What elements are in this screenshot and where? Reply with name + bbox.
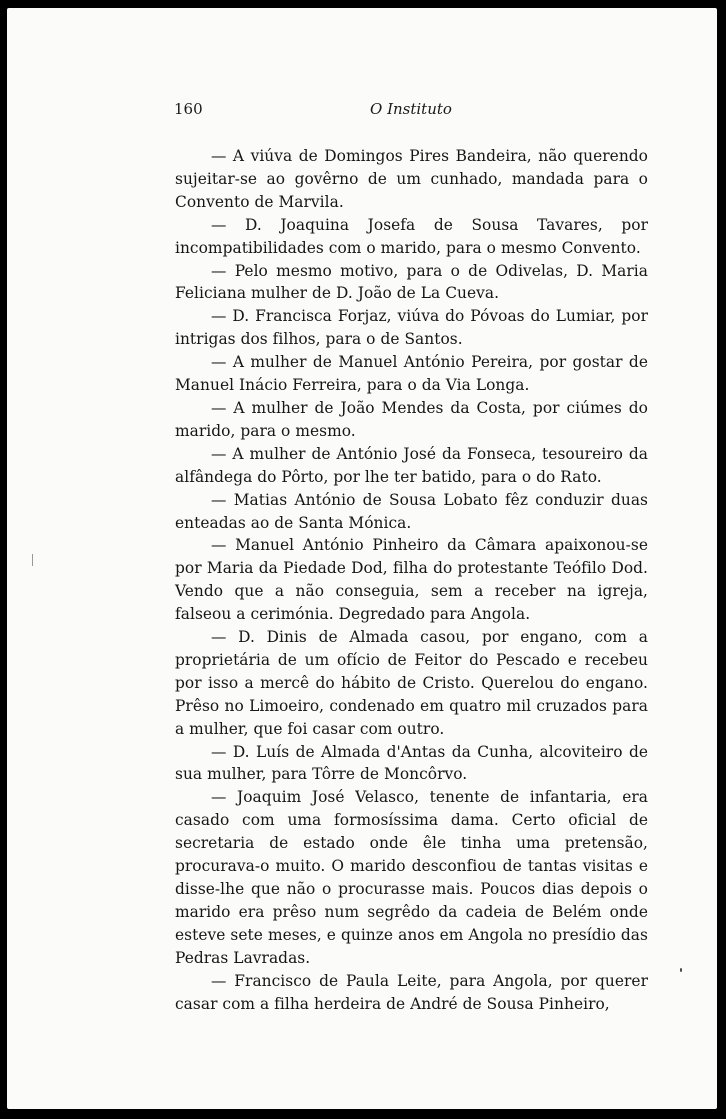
paragraph: — A mulher de João Mendes da Costa, por ciúmes do marido, para o mesmo. — [175, 398, 648, 440]
scan-speck — [32, 554, 33, 566]
scan-speck — [680, 968, 682, 972]
paragraph: — D. Francisca Forjaz, viúva do Póvoas do Lumiar, por intrigas dos filhos, para o de Santos. — [175, 307, 648, 349]
paragraph: — Manuel António Pinheiro da Câmara apaixonou-se por Maria da Piedade Dod, filha do protestante Teófilo Dod. Vendo que a não conseguia, sem a receber na igreja, falseou a cerimónia. Degredado para Angola. — [175, 536, 648, 624]
paragraph: — Joaquim José Velasco, tenente de infantaria, era casado com uma formosíssima dama. Certo oficial de secretaria de estado onde êle tinha uma pretensão, procurava-o muito. O marido desconfiou de tantas visitas e disse-lhe que não o procurasse mais. Poucos dias depois o marido era prêso num segrêdo da cadeia de Belém onde esteve sete meses, e quinze anos em Angola no presídio das Pedras Lavradas. — [175, 788, 648, 967]
paragraph: — Matias António de Sousa Lobato fêz conduzir duas enteadas ao de Santa Mónica. — [175, 490, 648, 532]
paragraph: — D. Dinis de Almada casou, por engano, com a proprietária de um ofício de Feitor do Pescado e recebeu por isso a mercê do hábito de Cristo. Querelou do engano. Prêso no Limoeiro, condenado em quatro mil cruzados para a mulher, que foi casar com outro. — [175, 628, 648, 738]
page-number: 160 — [174, 100, 203, 118]
book-page — [7, 8, 717, 1109]
paragraph: — D. Luís de Almada d'Antas da Cunha, alcoviteiro de sua mulher, para Tôrre de Moncôrvo. — [175, 742, 648, 784]
paragraph: — A viúva de Domingos Pires Bandeira, não querendo sujeitar-se ao govêrno de um cunhado, mandada para o Convento de Marvila. — [175, 147, 648, 211]
paragraph: — Francisco de Paula Leite, para Angola, por querer casar com a filha herdeira de André de Sousa Pinheiro, — [175, 971, 648, 1013]
page-header — [7, 100, 717, 124]
paragraph: — A mulher de António José da Fonseca, tesoureiro da alfândega do Pôrto, por lhe ter batido, para o do Rato. — [175, 444, 648, 486]
page-body — [175, 145, 648, 1015]
paragraph: — D. Joaquina Josefa de Sousa Tavares, por incompatibilidades com o marido, para o mesmo Convento. — [175, 215, 648, 257]
paragraph: — Pelo mesmo motivo, para o de Odivelas, D. Maria Feliciana mulher de D. João de La Cueva. — [175, 261, 648, 303]
paragraph: — A mulher de Manuel António Pereira, por gostar de Manuel Inácio Ferreira, para o da Via Longa. — [175, 353, 648, 395]
running-title: O Instituto — [370, 100, 452, 118]
